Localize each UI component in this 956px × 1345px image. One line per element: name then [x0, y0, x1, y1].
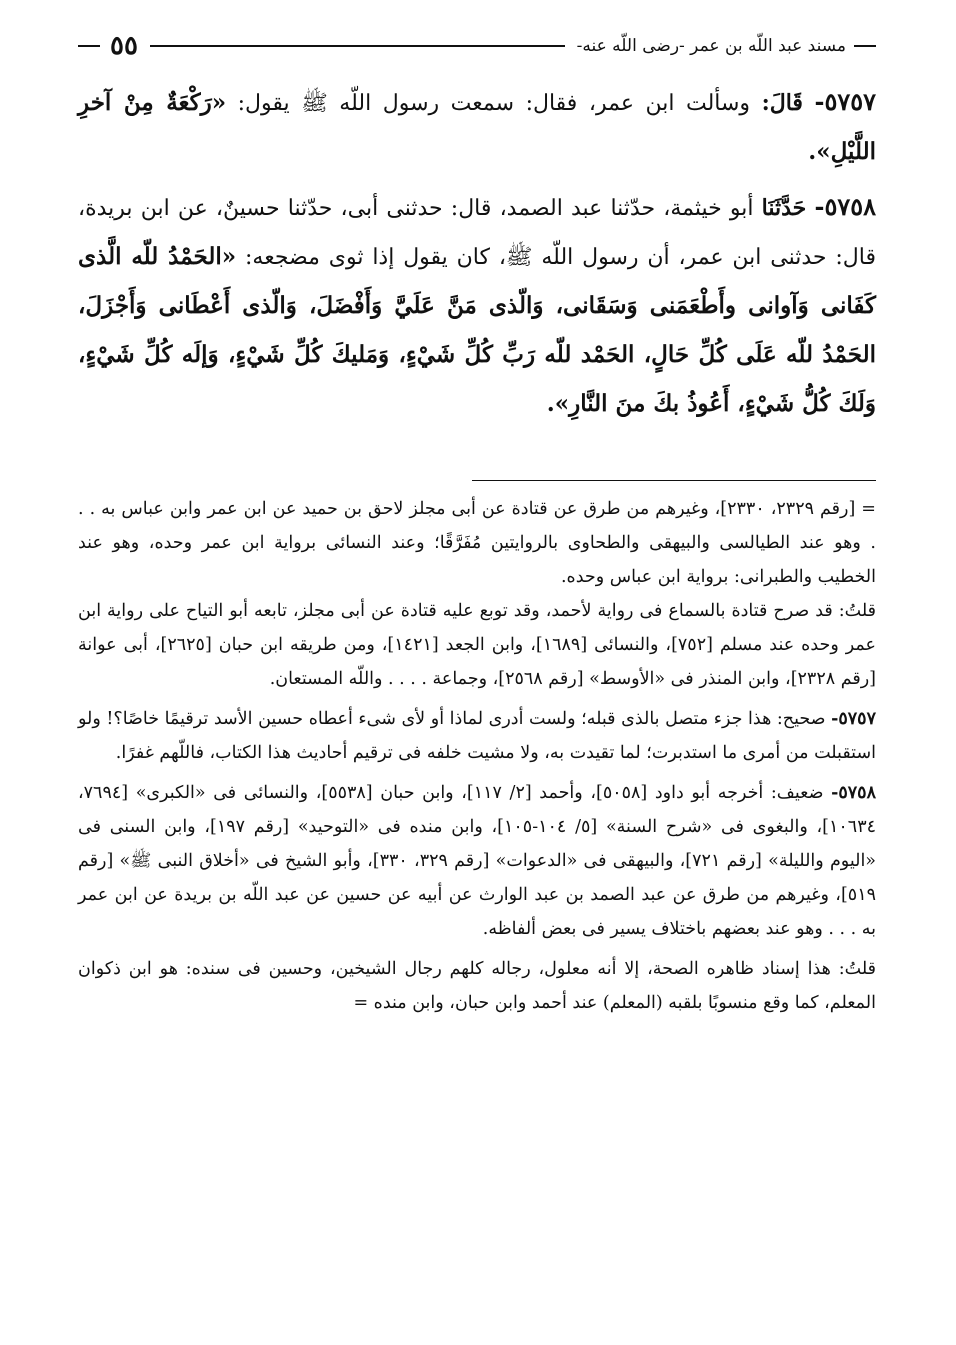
header-dash-right [854, 45, 876, 47]
footnote-5757 [78, 702, 876, 770]
hadith-number: ٥٧٥٧- [814, 87, 877, 116]
page-number: ٥٥ [110, 31, 138, 61]
footnote-comment: قلتُ: هذا إسناد ظاهره الصحة، إلا أنه معلول، رجاله كلهم رجال الشيخين، وحسين فى سنده: هو ابن ذكوان المعلم، كما وقع منسوبًا بلقبه (المعلم) عند أحمد وابن حبان، وابن منده = [78, 959, 876, 1013]
footnote-text: صحيح: هذا جزء متصل بالذى قبله؛ ولست أدرى لماذا أو لأى شىء أعطاه حسين الأسد ترقيمًا خاصًا؟! ولو استقبلت من أمرى ما استدبرت؛ لما تقيدت به، ولا مشيت خلفه فى ترقيم أحاديث هذا الكتاب، فاللّهم غفرًا. [78, 709, 876, 763]
footnote-comment: قلتُ: قد صرح قتادة بالسماع فى رواية لأحمد، وقد توبع عليه قتادة عن أبى مجلز، تابعه أبو التياح على رواية ابن عمر وحده عند مسلم [٧٥٢]، والنسائى [١٦٨٩]، وابن الجعد [١٤٢١]، ومن طريقه ابن حبان [٢٦٢٥]، أبى عوانة [رقم ٢٣٢٨]، وابن المنذر فى «الأوسط» [رقم ٢٥٦٨]، وجماعة . . . . واللّه المستعان. [78, 601, 876, 689]
hadith-isnad: وسألت ابن عمر، فقال: سمعت رسول اللّه ﷺ يقول: [237, 91, 751, 116]
footnote-number: ٥٧٥٨- [831, 783, 876, 803]
header-rule [150, 45, 565, 47]
page-header [78, 28, 876, 64]
footnote-continuation: = [رقم ٢٣٢٩، ٢٣٣٠]، وغيرهم من طرق عن قتادة عن أبى مجلز لاحق بن حميد عن ابن عمر وابن عباس به . . . وهو عند الطيالسى والبيهقى والطحاوى بالروايتين مُفَرَّقًا؛ وعند النسائى برواية ابن عمر وحده، وهو عند الخطيب والطبرانى: برواية ابن عباس وحده. [78, 499, 876, 587]
main-text [78, 78, 876, 429]
footnote-text: ضعيف: أخرجه أبو داود [٥٠٥٨]، وأحمد [٢/ ١١٧]، وابن حبان [٥٥٣٨]، والنسائى فى «الكبرى» [٧٦٩٤، ١٠٦٣٤]، والبغوى فى «شرح السنة» [٥/ ١٠٤-١٠٥]، وابن منده فى «التوحيد» [رقم ١٩٧]، وابن السنى فى «اليوم والليلة» [رقم ٧٢١]، والبيهقى فى «الدعوات» [رقم ٣٢٩، ٣٣٠]، وأبو الشيخ فى «أخلاق النبى ﷺ» [رقم ٥١٩]، وغيرهم من طرق عن عبد الصمد بن عبد الوارث عن أبيه عن حسين عن عبد اللّه بن بريدة عن ابن عمر به . . . وهو عند بعضهم باختلاف يسير فى بعض ألفاظه. [78, 783, 877, 939]
hadith-matn: «رَكْعَةٌ مِنْ آخرِ اللَّيْلِ». [78, 89, 876, 165]
footnote-5758 [78, 776, 876, 946]
footnote-number: ٥٧٥٧- [831, 709, 876, 729]
book-title: مسند عبد اللّه بن عمر -رضى اللّه عنه- [576, 36, 846, 56]
footnotes [78, 492, 876, 1020]
hadith-matn: «الحَمْدُ للّه الَّذى كَفَانى وَآوانى وأَطْعَمَنى وَسَقَانى، وَالّذى مَنَّ عَلَيَّ وَأَفْضَلَ، وَالّذى أَعْطَانى وَأَجْزَلَ، الحَمْدُ للّه عَلَى كُلِّ حَالٍ، الحَمْد للّه رَبِّ كُلِّ شَيْءٍ، وَمَليكَ كُلِّ شَيْءٍ، وَإلَه كُلِّ شَيْءٍ، وَلَكَ كُلُّ شَيْءٍ، أَعُوذُ بكَ منَ النَّارِ». [78, 243, 876, 417]
hadith-5758 [78, 183, 876, 429]
header-dash-left [78, 45, 100, 47]
hadith-lead-word: قَالَ: [761, 90, 803, 116]
hadith-number: ٥٧٥٨- [814, 192, 876, 221]
footnote-separator [472, 480, 876, 481]
hadith-lead-word: حَدَّثَنَا [761, 195, 807, 221]
hadith-5757 [78, 78, 876, 177]
hadith-isnad: أبو خيثمة، حدّثنا عبد الصمد، قال: حدثنى أبى، حدّثنا حسينٌ، عن ابن بريدة، قال: حدثنى ابن عمر، أن رسول اللّه ﷺ، كان يقول إذا ثوى مضجعه: [78, 196, 876, 270]
